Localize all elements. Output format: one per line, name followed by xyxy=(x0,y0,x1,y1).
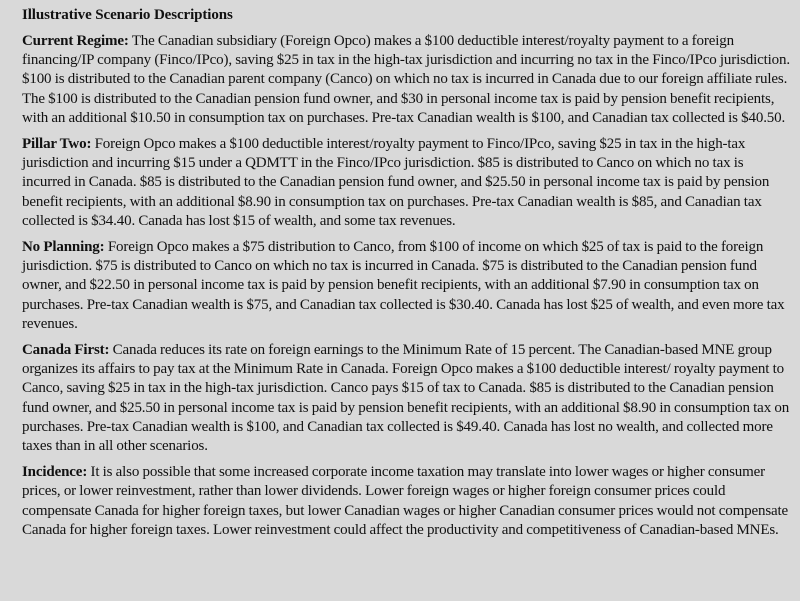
scenario-text: Foreign Opco makes a $100 deductible interest/royalty payment to Finco/IPco, saving $25 in tax in the high-tax jurisdiction and incurring $15 under a QDMTT in the Finco/IPco jurisdiction. $85 is distributed to Canco on which no tax is incurred in Canada. $85 is distributed to the Canadian pension fund owner, and $25.50 in personal income tax is paid by pension benefit recipients, with an additional $8.90 in consumption tax on purchases. Pre-tax Canadian wealth is $85, and Canadian tax collected is $34.40. Canada has lost $15 of wealth, and some tax revenues. xyxy=(22,136,770,229)
panel-title: Illustrative Scenario Descriptions xyxy=(22,7,233,23)
scenario-pillar-two xyxy=(22,135,790,231)
scenario-canada-first xyxy=(22,341,790,456)
scenario-text: The Canadian subsidiary (Foreign Opco) makes a $100 deductible interest/royalty payment to a foreign financing/IP company (Finco/IPco), saving $25 in tax in the high-tax jurisdiction and incurring no tax in the Finco/IPco jurisdiction. $100 is distributed to the Canadian parent company (Canco) on which no tax is incurred in Canada due to our foreign affiliate rules. The $100 is distributed to the Canadian pension fund owner, and $30 in personal income tax is paid by pension benefit recipients, with an additional $10.50 in consumption tax on purchases. Pre-tax Canadian wealth is $100, and Canadian tax collected is $40.50. xyxy=(22,33,790,126)
scenario-incidence xyxy=(22,463,790,540)
scenario-text: Canada reduces its rate on foreign earnings to the Minimum Rate of 15 percent. The Canadian-based MNE group organizes its affairs to pay tax at the Minimum Rate in Canada. Foreign Opco makes a $100 deductible interest/ royalty payment to Canco, saving $25 in tax in the high-tax jurisdiction. Canco pays $15 of tax to Canada. $85 is distributed to the Canadian pension fund owner, and $25.50 in personal income tax is paid by pension benefit recipients, with an additional $8.90 in consumption tax on purchases. Pre-tax Canadian wealth is $100, and Canadian tax collected is $49.40. Canada has lost no wealth, and collected more taxes than in all other scenarios. xyxy=(22,342,790,455)
scenario-heading: Canada First: xyxy=(22,342,110,359)
scenario-text: Foreign Opco makes a $75 distribution to Canco, from $100 of income on which $25 of tax is paid to the foreign jurisdiction. $75 is distributed to Canco on which no tax is incurred in Canada. $75 is distributed to the Canadian pension fund owner, and $22.50 in personal income tax is paid by pension benefit recipients, with an additional $7.90 in consumption tax on purchases. Pre-tax Canadian wealth is $75, and Canadian tax collected is $30.40. Canada has lost $25 of wealth, and even more tax revenues. xyxy=(22,239,785,332)
scenario-text: It is also possible that some increased corporate income taxation may translate into lower wages or higher consumer prices, or lower reinvestment, rather than lower dividends. Lower foreign wages or higher foreign consumer prices could compensate Canada for higher foreign taxes, but lower Canadian wages or higher Canadian consumer prices would not compensate Canada for higher foreign taxes. Lower reinvestment could affect the productivity and competitiveness of Canadian-based MNEs. xyxy=(22,464,789,538)
scenario-current-regime xyxy=(22,32,790,128)
scenario-heading: Pillar Two: xyxy=(22,136,92,153)
scenario-heading: Current Regime: xyxy=(22,33,129,49)
scenario-heading: Incidence: xyxy=(22,464,88,481)
scenario-heading: No Planning: xyxy=(22,239,105,256)
scenario-no-planning xyxy=(22,238,790,334)
